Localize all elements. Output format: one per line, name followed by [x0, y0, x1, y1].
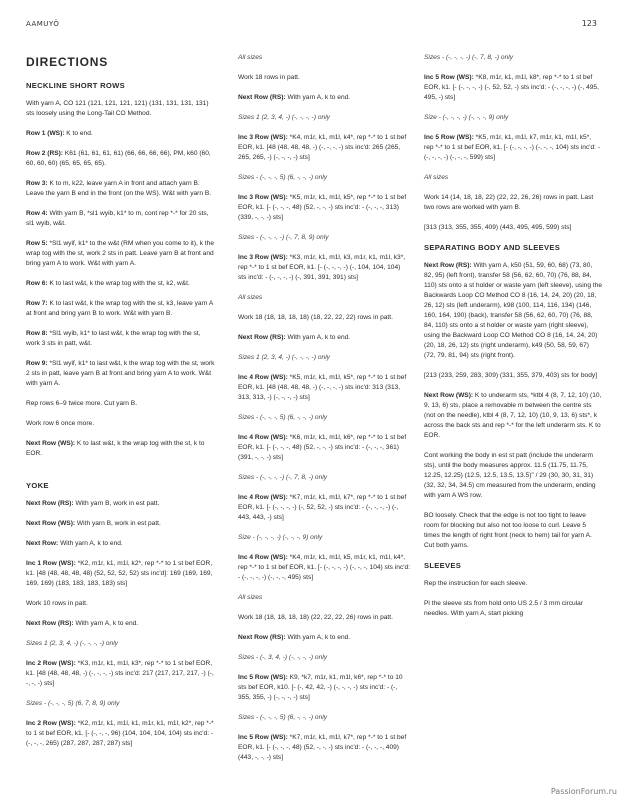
- all-sizes-4: All sizes: [424, 174, 449, 181]
- work-18-rows: Work 18 rows in patt.: [238, 74, 300, 81]
- sizes-note-2: Sizes - (-, -, -, 5) (6, 7, 8, 9) only: [26, 700, 120, 707]
- sizes-note-4: Sizes - (-, -, -, 5) (6, -, -, -) only: [238, 174, 328, 181]
- sizes-note-3: Sizes 1 (2, 3, 4, -) (-, -, -, -) only: [238, 114, 330, 121]
- sizes-note-10: Sizes - (-, 3, 4, -) (-, -, -, -) only: [238, 654, 328, 661]
- row-6: Row 6: K to last w&t, k the wrap tog with the st, k2, w&t.: [26, 280, 190, 287]
- inc-4-row-b: Inc 4 Row (WS): *K6, m1r, k1, m1l, k6*, rep *-* to 1 st bef EOR, k1. [- (-, -, -, 48) (52, -, -, -) sts inc'd: - (-, -, -, 361) (391, -, -, -) sts]: [238, 434, 407, 461]
- sizes-note-9: Size - (-, -, -, -) (-, -, -, 9) only: [238, 534, 323, 541]
- inc-3-row-c: Inc 3 Row (WS): *K3, m1r, k1, m1l, k3, m1r, k1, m1l, k3*, rep *-* to 1 st bef EOR, k1. [- (-, -, -, -) (-, 104, 104, 104) sts inc'd: - (-, -, -, -) (-, 391, 391, 391) sts]: [238, 254, 406, 281]
- inc-3-row-b: Inc 3 Row (WS): *K5, m1r, k1, m1l, k5*, rep *-* to 1 st bef EOR, k1. [- (-, -, -, 48) (52, -, -, -) sts inc'd: - (-, -, -, 313) (339, -, -, -) sts]: [238, 194, 407, 221]
- inc-5-row-a: Inc 5 Row (WS): K9, *k7, m1r, k1, m1l, k6*, rep *-* to 10 sts bef EOR, k10. [- (-, 42, 42, -) (-, -, -, -) sts inc'd: - (-, 355, 355, -) (-, -, -, -) sts]: [238, 674, 403, 701]
- sleeves-heading: SLEEVES: [424, 561, 462, 570]
- separating-heading: SEPARATING BODY AND SLEEVES: [424, 243, 561, 252]
- directions-title: DIRECTIONS: [26, 55, 109, 69]
- all-sizes-2: All sizes: [238, 294, 263, 301]
- inc-5-row-c: Inc 5 Row (WS): *K8, m1r, k1, m1l, k8*, rep *-* to 1 st bef EOR, k1. [- (-, -, -, -) (-, 52, 52, -) sts inc'd: - (-, -, -, -) (-, 495, 495, -) sts]: [424, 74, 599, 101]
- row-9: Row 9: *Sl1 wyif, k1* to last w&t, k the wrap tog with the st, work 2 sts in patt, leave yarn B at front and bring yarn A to work. W&t with yarn A.: [26, 360, 215, 387]
- separating-next-row: Next Row (RS): With yarn A, k50 (51, 59, 60, 68) (73, 80, 82, 95) (left front), transfer 58 (56, 62, 60, 70) (76, 88, 84, 110) sts onto a st holder or waste yarn (left sleeve), using the Backwards Loop CO Method CO 8 (16, 14, 24, 20) (20, 18, 26, 12) sts (left underarm), k98 (100, 114, 116, 134) (146, 160, 164, 190) (back), transfer 58 (56, 62, 60, 70) (76, 88, 84, 110) sts onto a st holder or waste yarn (right sleeve), using the Backward Loop CO Method CO 8 (16, 14, 24, 20) (20, 18, 26, 12) sts (right underarm), k49 (50, 58, 59, 67) (72, 79, 81, 94) sts (right front).: [424, 262, 602, 359]
- sleeves-rep-note: Rep the instruction for each sleeve.: [424, 580, 528, 587]
- underarm-next-row: Next Row (WS): K to underarm sts, *ktbl 4 (8, 7, 12, 10) (10, 9, 13, 6) sts, place a removable m between the centre sts (not on the needle), ktbl 4 (8, 7, 12, 10) (10, 9, 13, 6) sts*, k across the back sts and rep *-* for the left underarm sts. K to EOR.: [424, 392, 602, 439]
- sleeves-pickup-paragraph: Pl the sleeve sts from hold onto US 2.5 / 3 mm circular needles. With yarn A, start picking: [424, 600, 584, 617]
- column-1: [26, 53, 216, 759]
- work-10-rows: Work 10 rows in patt.: [26, 600, 88, 607]
- inc-3-row-a: Inc 3 Row (WS): *K4, m1r, k1, m1l, k4*, rep *-* to 1 st bef EOR, k1. [48 (48, 48, 48, -) (-, -, -, -) sts inc'd: 265 (265, 265, 265, -) (-, -, -, -) sts]: [238, 134, 407, 161]
- inc-4-row-a: Inc 4 Row (WS): *K5, m1r, k1, m1l, k5*, rep *-* to 1 st bef EOR, k1. [48 (48, 48, 48, -) (-, -, -, -) sts inc'd: 313 (313, 313, 313, -) (-, -, -, -) sts]: [238, 374, 407, 401]
- yoke-next-row-rs: Next Row (RS): With yarn A, k to end.: [26, 620, 139, 627]
- inc-2-row-b: Inc 2 Row (WS): *K2, m1r, k1, m1l, k1, m1r, k1, m1l, k2*, rep *-* to 1 st bef EOR, k1. [- (-, -, -, 96) (104, 104, 104, 104) sts inc'd: - (-, -, -, 265) (287, 287, 287, 287) sts]: [26, 720, 214, 747]
- inc-4-row-d: Inc 4 Row (WS): *K4, m1r, k1, m1l, k5, m1r, k1, m1l, k4*, rep *-* to 1 st bef EOR, k1. [- (-, -, -, -) (-, -, -, 104) sts inc'd: - (-, -, -, -) (-, -, -, 495) sts]: [238, 554, 410, 581]
- sizes-note-7: Sizes - (-, -, -, 5) (6, -, -, -) only: [238, 414, 328, 421]
- sizes-note-11: Sizes - (-, -, -, 5) (6, -, -, -) only: [238, 714, 328, 721]
- sizes-note-1: Sizes 1 (2, 3, 4, -) (-, -, -, -) only: [26, 640, 118, 647]
- yoke-row-3: Next Row: With yarn A, k to end.: [26, 540, 123, 547]
- col2-next-row-2: Next Row (RS): With yarn A, k to end.: [238, 334, 351, 341]
- inc-5-row-b: Inc 5 Row (WS): *K7, m1r, k1, m1l, k7*, rep *-* to 1 st bef EOR, k1. [- (-, -, -, 48) (52, -, -, -) sts inc'd: - (-, -, -, 409) (443, -, -, -) sts]: [238, 734, 407, 761]
- cast-on-paragraph: With yarn A, CO 121 (121, 121, 121, 121) (131, 131, 131, 131) sts loosely using the Long-Tail CO Method.: [26, 100, 209, 117]
- neckline-heading: NECKLINE SHORT ROWS: [26, 81, 125, 90]
- bind-off-paragraph: BO loosely. Check that the edge is not too tight to leave room for blocking but also not too loose to curl. Leave 5 times the length of right front (neck to hem) tail for yarn A. Cut both yarns.: [424, 512, 592, 549]
- sizes-note-12: Sizes - (-, -, -, -) (-, 7, 8, -) only: [424, 54, 514, 61]
- inc-2-row-a: Inc 2 Row (WS): *K3, m1r, k1, m1l, k3*, rep *-* to 1 st bef EOR, k1. [48 (48, 48, 48, -) (-, -, -, -) sts inc'd: 217 (217, 217, 217, -) (-, -, -, -) sts]: [26, 660, 214, 687]
- watermark: PassionForum.ru: [550, 787, 617, 796]
- next-row-ws: Next Row (WS): K to last w&t, k the wrap tog with the st, k to EOR.: [26, 440, 205, 457]
- stitch-total-2: [213 (233, 259, 283, 309) (331, 355, 379, 403) sts for body]: [424, 372, 598, 379]
- sizes-note-6: Sizes 1 (2, 3, 4, -) (-, -, -, -) only: [238, 354, 330, 361]
- repeat-note: Rep rows 6–9 twice more. Cut yarn B.: [26, 400, 138, 407]
- sizes-note-8: Sizes - (-, -, -, -) (-, 7, 8, -) only: [238, 474, 328, 481]
- yoke-row-1: Next Row (RS): With yarn B, work in est patt.: [26, 500, 160, 507]
- work-once-note: Work row 6 once more.: [26, 420, 95, 427]
- col2-next-row-3: Next Row (RS): With yarn A, k to end.: [238, 634, 351, 641]
- row-1: Row 1 (WS): K to end.: [26, 130, 93, 137]
- yoke-row-2: Next Row (WS): With yarn B, work in est patt.: [26, 520, 161, 527]
- row-3: Row 3: K to m, k22, leave yarn A in front and attach yarn B. Leave the yarn B end in the front (on the WS). W&t with yarn B.: [26, 180, 212, 197]
- all-sizes-1: All sizes: [238, 54, 263, 61]
- page-number: 123: [581, 19, 597, 28]
- sizes-note-13: Size - (-, -, -, -) (-, -, -, 9) only: [424, 114, 509, 121]
- running-header-brand: AAMUYÖ: [26, 20, 60, 28]
- sizes-note-5: Sizes - (-, -, -, -) (-, 7, 8, 9) only: [238, 234, 329, 241]
- row-7: Row 7: K to last w&t, k the wrap tog with the st, k3, leave yarn A at front and bring yarn B to work. W&t with yarn B.: [26, 300, 213, 317]
- work-18-rows-b: Work 18 (18, 18, 18, 18) (18, 22, 22, 22) rows in patt.: [238, 314, 393, 321]
- work-18-rows-c: Work 18 (18, 18, 18, 18) (22, 22, 22, 26) rows in patt.: [238, 614, 393, 621]
- stitch-total-1: [313 (313, 355, 355, 409) (443, 495, 495, 599) sts]: [424, 224, 572, 231]
- row-8: Row 8: *Sl1 wyib, k1* to last w&t, k the wrap tog with the st, work 3 sts in patt, w&t.: [26, 330, 201, 347]
- yoke-heading: YOKE: [26, 481, 49, 490]
- cont-working-paragraph: Cont working the body in est st patt (include the underarm sts), until the body measures approx. 11.5 (11.75, 11.75, 12.25, 12.25) (12.5, 12.5, 13.5, 13.5)" / 29 (30, 30, 31, 31) (32, 32, 34, 34.5) cm measured from the underarm, ending with yarn A WS row.: [424, 452, 596, 499]
- column-3: [424, 53, 602, 629]
- inc-5-row-d: Inc 5 Row (WS): *K5, m1r, k1, m1l, k7, m1r, k1, m1l, k5*, rep *-* to 1 st bef EOR, k1. [- (-, -, -, -) (-, -, -, 104) sts inc'd: - (-, -, -, -) (-, -, -, 599) sts]: [424, 134, 601, 161]
- inc-1-row: Inc 1 Row (WS): *K2, m1r, k1, m1l, k2*, rep *-* to 1 st bef EOR, k1. [48 (48, 48, 48, 48) (52, 52, 52, 52) sts inc'd]: 169 (169, 169, 169, 169) (183, 183, 183, 183) sts]: [26, 560, 213, 587]
- row-2: Row 2 (RS): K61 (61, 61, 61, 61) (66, 66, 66, 66), PM, k60 (60, 60, 60, 60) (65, 65, 65, 65).: [26, 150, 211, 167]
- work-14-rows: Work 14 (14, 18, 18, 22) (22, 22, 26, 26) rows in patt. Last two rows are worked with yarn B.: [424, 194, 594, 211]
- all-sizes-3: All sizes: [238, 594, 263, 601]
- row-4: Row 4: With yarn B, *sl1 wyib, k1* to m, cont rep *-* for 20 sts, sl1 wyib, w&t.: [26, 210, 209, 227]
- col2-next-row-1: Next Row (RS): With yarn A, k to end.: [238, 94, 351, 101]
- row-5: Row 5: *Sl1 wyif, k1* to the w&t (RM when you come to it), k the wrap tog with the st, work 2 sts in patt. Leave yarn B at front and bring yarn A to work. W&t with yarn A.: [26, 240, 214, 267]
- column-2: [238, 53, 410, 773]
- inc-4-row-c: Inc 4 Row (WS): *K7, m1r, k1, m1l, k7*, rep *-* to 1 st bef EOR, k1. [- (-, -, -, -) (-, 52, 52, -) sts inc'd: - (-, -, -, -) (-, 443, 443, -) sts]: [238, 494, 407, 521]
